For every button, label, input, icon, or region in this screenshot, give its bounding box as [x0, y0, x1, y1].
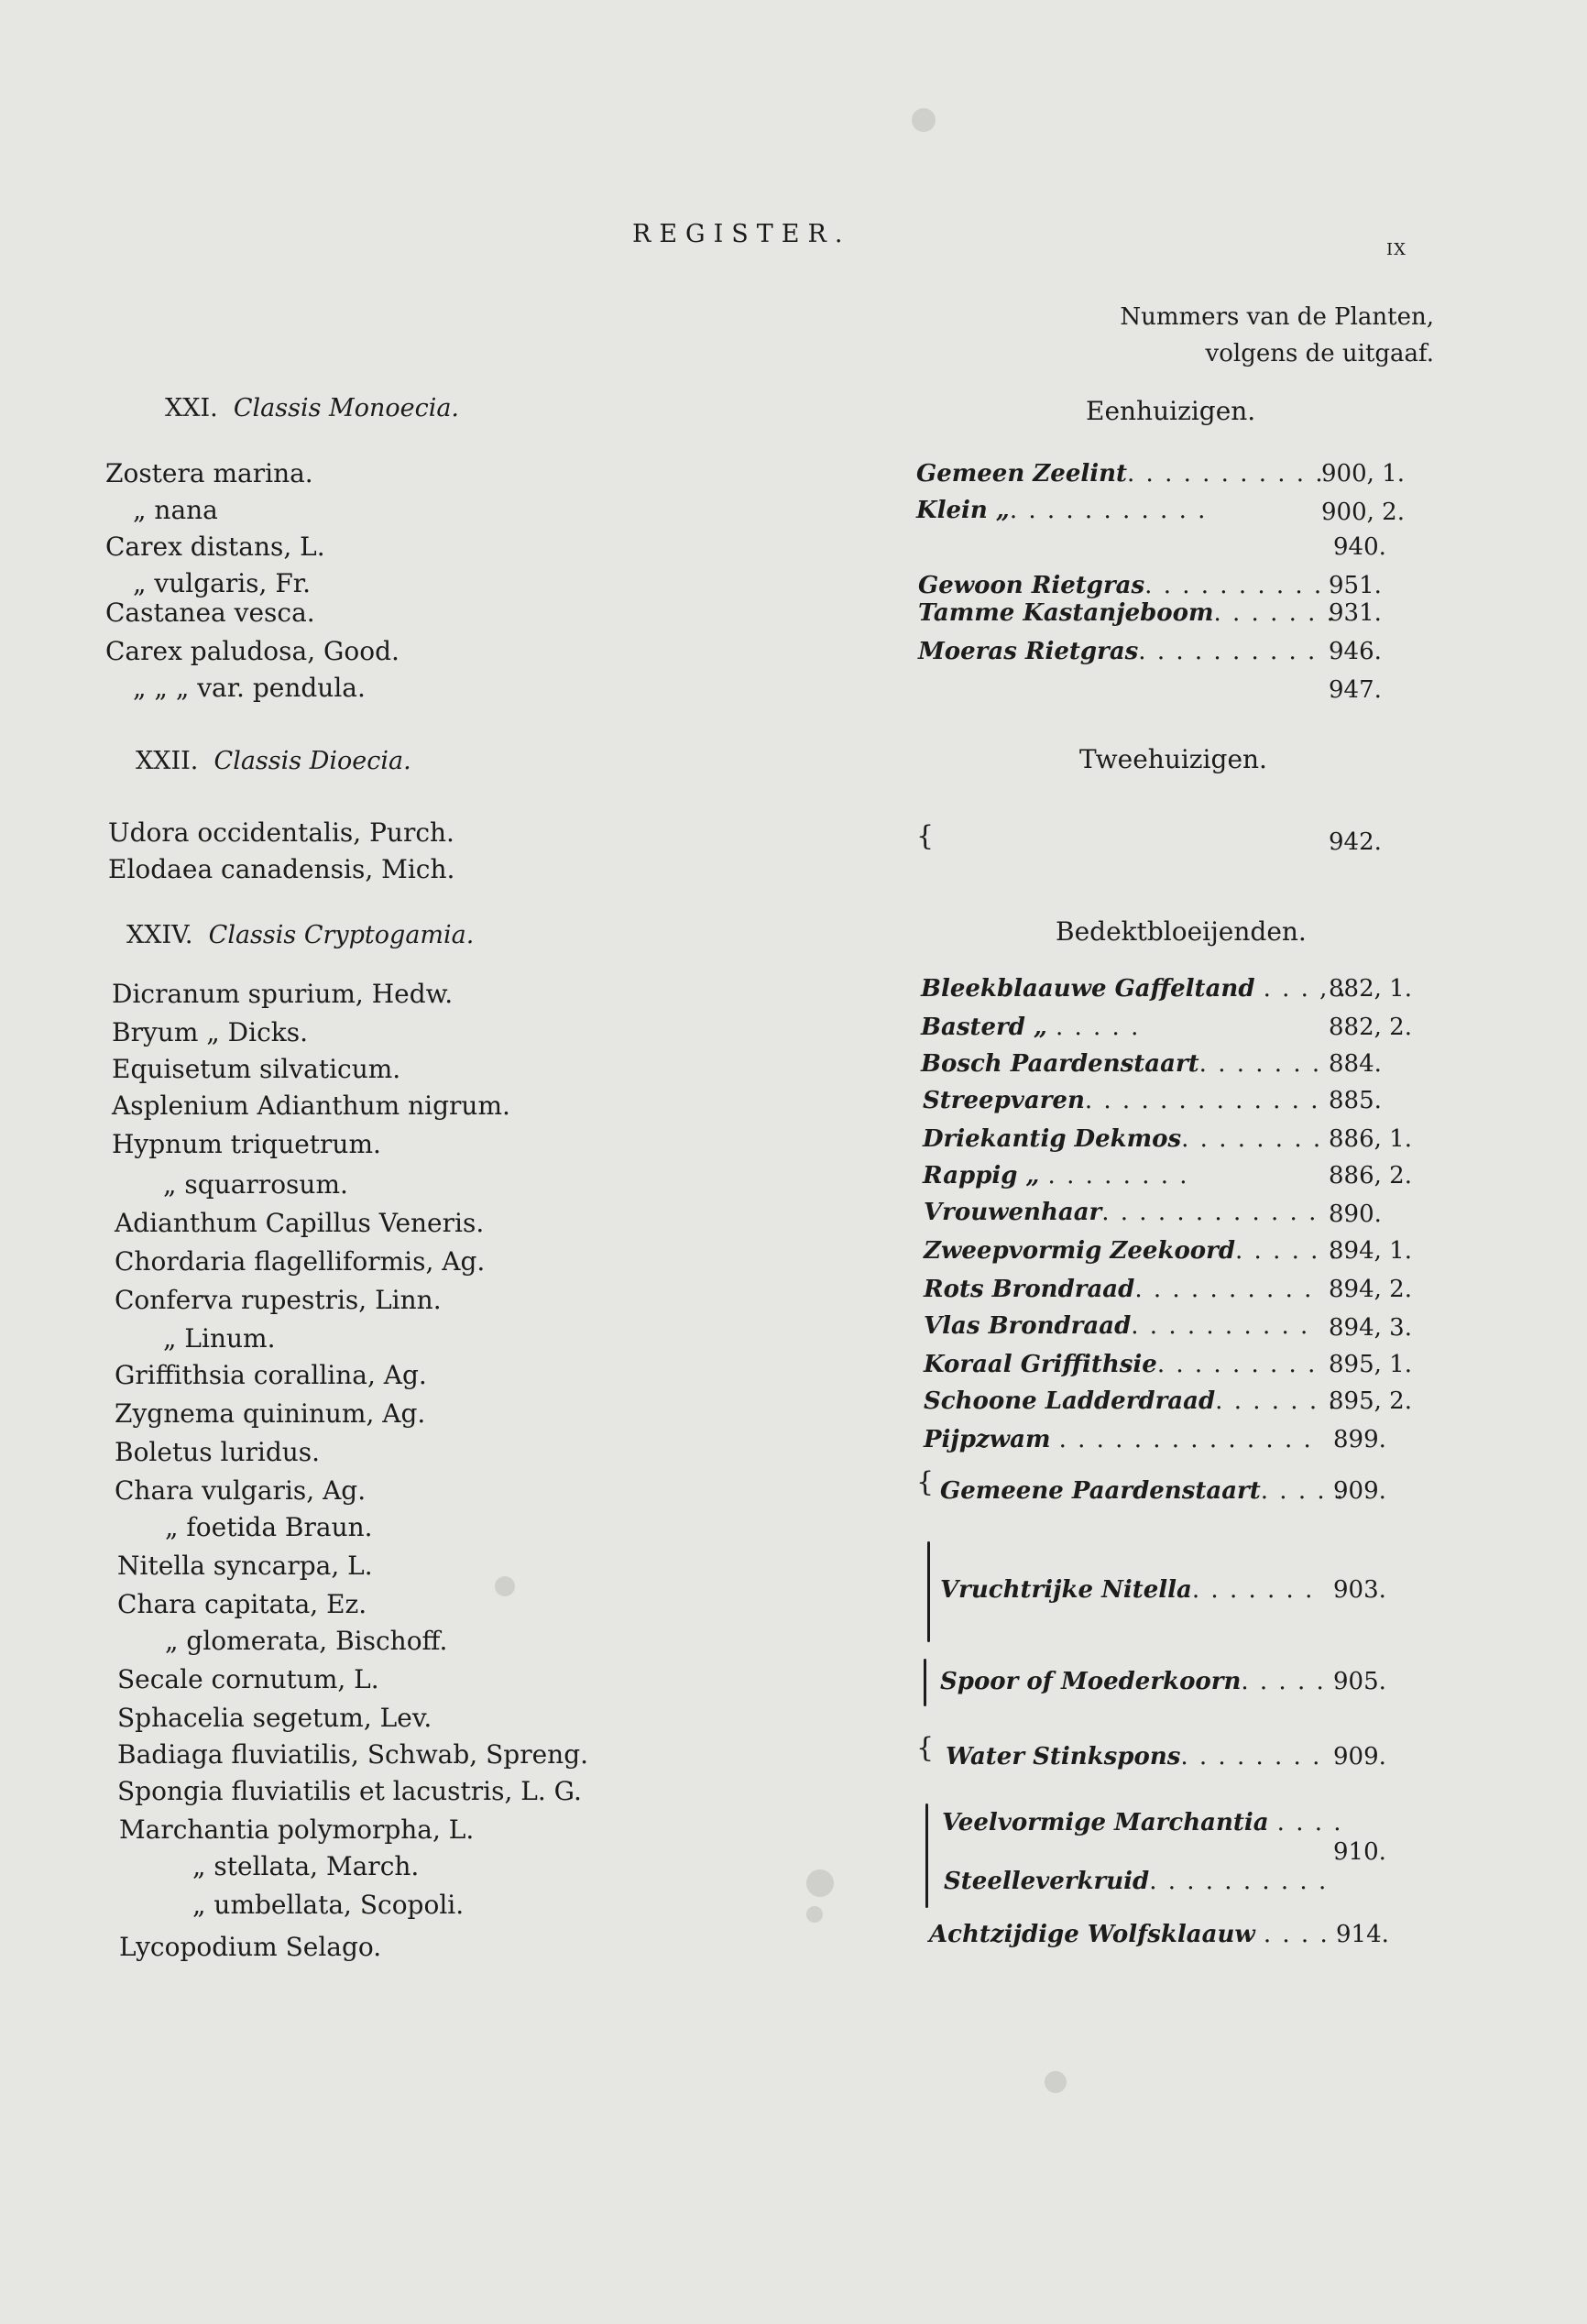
latin-name: „ glomerata, Bischoff. — [165, 1626, 448, 1656]
latin-name: Lycopodium Selago. — [119, 1932, 382, 1962]
dutch-name: Moeras Rietgras. . . . . . . . . . — [918, 638, 1318, 665]
section-classis: Classis Monoecia. — [233, 394, 460, 422]
latin-name: Badiaga fluviatilis, Schwab, Spreng. — [117, 1739, 589, 1770]
section-numeral: XXII. — [136, 747, 199, 775]
plant-number: 900, 2. — [1321, 499, 1405, 526]
plant-number: 942. — [1329, 828, 1382, 856]
latin-name: Bryum „ Dicks. — [112, 1017, 308, 1047]
plant-number: 882, 1. — [1329, 975, 1412, 1003]
latin-name: Chara capitata, Ez. — [117, 1589, 367, 1619]
plant-number: 885. — [1329, 1087, 1382, 1114]
paper-speck — [806, 1906, 823, 1923]
dutch-name: Basterd „ . . . . . — [921, 1014, 1141, 1041]
dutch-name: Steelleverkruid. . . . . . . . . . — [944, 1868, 1329, 1895]
plant-number: 946. — [1329, 638, 1382, 665]
column-header — [1054, 299, 1434, 372]
latin-name: Secale cornutum, L. — [117, 1664, 379, 1694]
dutch-name: Vrouwenhaar. . . . . . . . . . . . — [924, 1199, 1319, 1226]
dutch-name: Bleekblaauwe Gaffeltand . . . , . — [921, 975, 1348, 1003]
plant-number: 909. — [1333, 1743, 1386, 1770]
dutch-name: Gemeen Zeelint. . . . . . . . . . . — [916, 460, 1325, 488]
dutch-name: Achtzijdige Wolfsklaauw . . . . — [929, 1921, 1330, 1948]
dutch-name: Vlas Brondraad. . . . . . . . . . — [924, 1312, 1310, 1340]
brace-icon: { — [916, 1732, 935, 1764]
dutch-name: Rappig „ . . . . . . . . — [923, 1162, 1189, 1189]
latin-name: Chordaria flagelliformis, Ag. — [115, 1246, 486, 1277]
latin-name: Conferva rupestris, Linn. — [115, 1285, 442, 1315]
column-header-line: Nummers van de Planten, — [1120, 303, 1434, 331]
latin-name: „ „ „ var. pendula. — [133, 673, 366, 703]
dutch-name: Spoor of Moederkoorn. . . . . — [940, 1668, 1326, 1695]
latin-name: Chara vulgaris, Ag. — [115, 1475, 367, 1506]
dutch-name: Rots Brondraad. . . . . . . . . . — [924, 1276, 1314, 1303]
plant-number: 931. — [1329, 599, 1382, 627]
latin-name: „ stellata, March. — [192, 1851, 420, 1881]
plant-number: 910. — [1333, 1838, 1386, 1866]
bracket-line-icon — [924, 1659, 926, 1706]
latin-name: Zygnema quininum, Ag. — [115, 1398, 426, 1429]
bracket-line-icon — [927, 1541, 930, 1642]
group-heading: Tweehuizigen. — [1079, 744, 1267, 774]
paper-speck — [1045, 2071, 1067, 2093]
latin-name: Marchantia polymorpha, L. — [119, 1814, 475, 1845]
group-heading: Eenhuizigen. — [1086, 396, 1256, 426]
latin-name: Dicranum spurium, Hedw. — [112, 979, 454, 1009]
section-classis: Classis Cryptogamia. — [208, 921, 475, 949]
plant-number: 890. — [1329, 1200, 1382, 1228]
plant-number: 951. — [1329, 572, 1382, 599]
latin-name: Sphacelia segetum, Lev. — [117, 1703, 432, 1733]
latin-name: Carex paludosa, Good. — [105, 636, 399, 666]
dutch-name: Koraal Griffithsie. . . . . . . . . — [924, 1351, 1318, 1378]
dutch-name: Zweepvormig Zeekoord. . . . . . — [924, 1237, 1339, 1265]
paper-speck — [912, 108, 936, 132]
plant-number: 940. — [1333, 533, 1386, 561]
brace-icon: { — [916, 820, 935, 852]
latin-name: „ nana — [133, 495, 218, 525]
bracket-line-icon — [925, 1803, 928, 1908]
latin-name: Adianthum Capillus Veneris. — [115, 1208, 485, 1238]
plant-number: 947. — [1329, 676, 1382, 704]
latin-name: Carex distans, L. — [105, 532, 325, 562]
paper-speck — [495, 1576, 515, 1596]
latin-name: Zostera marina. — [105, 458, 313, 488]
plant-number: 886, 2. — [1329, 1162, 1412, 1189]
latin-name: Hypnum triquetrum. — [112, 1129, 381, 1159]
section-numeral: XXI. — [165, 394, 218, 422]
group-heading: Bedektbloeijenden. — [1056, 916, 1307, 947]
dutch-name: Water Stinkspons. . . . . . . . — [946, 1743, 1322, 1770]
latin-name: Nitella syncarpa, L. — [117, 1551, 373, 1581]
latin-name: „ vulgaris, Fr. — [133, 568, 311, 598]
plant-number: 899. — [1333, 1426, 1386, 1453]
section-numeral: XXIV. — [126, 921, 193, 949]
latin-name: „ umbellata, Scopoli. — [192, 1890, 465, 1920]
plant-number: 894, 1. — [1329, 1237, 1412, 1265]
plant-number: 894, 2. — [1329, 1276, 1412, 1303]
section-heading — [136, 747, 411, 775]
latin-name: Udora occidentalis, Purch. — [108, 817, 454, 848]
dutch-name: Schoone Ladderdraad. . . . . . . — [924, 1387, 1338, 1415]
latin-name: „ foetida Braun. — [165, 1512, 373, 1542]
plant-number: 900, 1. — [1321, 460, 1405, 488]
latin-name: Castanea vesca. — [105, 597, 315, 628]
latin-name: Equisetum silvaticum. — [112, 1054, 401, 1084]
latin-name: Griffithsia corallina, Ag. — [115, 1360, 427, 1390]
dutch-name: Tamme Kastanjeboom. . . . . . . — [918, 599, 1336, 627]
plant-number: 895, 2. — [1329, 1387, 1412, 1415]
brace-icon: { — [916, 1466, 935, 1498]
dutch-name: Vruchtrijke Nitella. . . . . . . — [940, 1576, 1315, 1604]
plant-number: 895, 1. — [1329, 1351, 1412, 1378]
latin-name: Asplenium Adianthum nigrum. — [112, 1091, 510, 1121]
section-heading — [165, 394, 459, 422]
section-heading — [126, 921, 474, 949]
dutch-name: Klein „. . . . . . . . . . . — [916, 497, 1208, 524]
section-classis: Classis Dioecia. — [213, 747, 411, 775]
plant-number: 894, 3. — [1329, 1314, 1412, 1342]
plant-number: 909. — [1333, 1477, 1386, 1505]
dutch-name: Streepvaren. . . . . . . . . . . . . — [923, 1087, 1320, 1114]
dutch-name: Driekantig Dekmos. . . . . . . . — [923, 1125, 1323, 1153]
latin-name: „ squarrosum. — [163, 1169, 348, 1200]
paper-speck — [806, 1869, 834, 1897]
page-title: REGISTER. — [632, 220, 851, 248]
plant-number: 905. — [1333, 1668, 1386, 1695]
latin-name: Boletus luridus. — [115, 1437, 321, 1467]
page-number: IX — [1386, 240, 1406, 259]
plant-number: 914. — [1336, 1921, 1389, 1948]
plant-number: 882, 2. — [1329, 1014, 1412, 1041]
dutch-name: Gemeene Paardenstaart. . . . . — [940, 1477, 1346, 1505]
plant-number: 884. — [1329, 1050, 1382, 1078]
dutch-name: Veelvormige Marchantia . . . . — [942, 1809, 1343, 1836]
latin-name: Spongia fluviatilis et lacustris, L. G. — [117, 1776, 582, 1806]
dutch-name: Pijpzwam . . . . . . . . . . . . . . — [924, 1426, 1313, 1453]
latin-name: „ Linum. — [163, 1323, 276, 1354]
plant-number: 886, 1. — [1329, 1125, 1412, 1153]
dutch-name: Bosch Paardenstaart. . . . . . . — [921, 1050, 1322, 1078]
latin-name: Elodaea canadensis, Mich. — [108, 854, 455, 884]
dutch-name: Gewoon Rietgras. . . . . . . . . . — [918, 572, 1324, 599]
plant-number: 903. — [1333, 1576, 1386, 1604]
column-header-line: volgens de uitgaaf. — [1205, 340, 1434, 367]
